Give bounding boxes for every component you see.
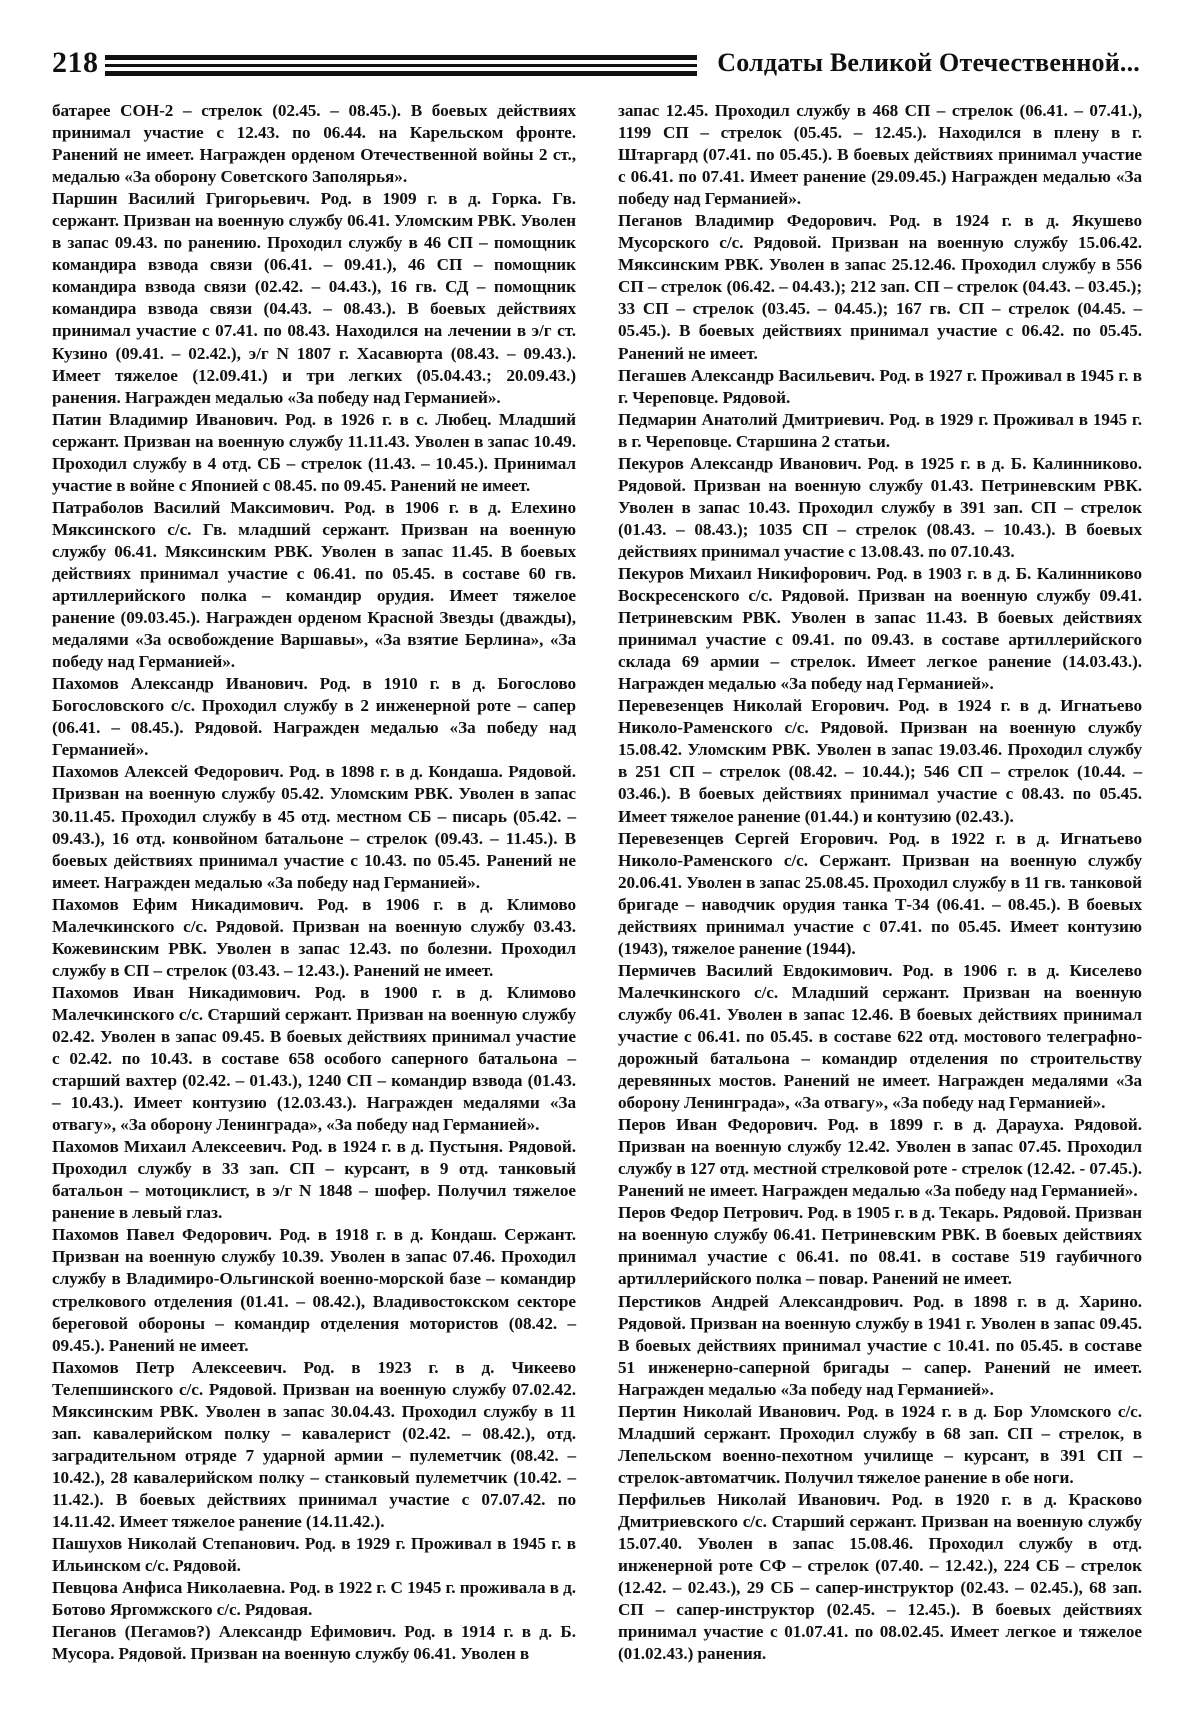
book-title: Солдаты Великой Отечественной... bbox=[717, 48, 1140, 77]
entry-paragraph: Пеганов (Пегамов?) Александр Ефимович. Род. в 1914 г. в д. Б. Мусора. Рядовой. Призван на военную службу 06.41. Уволен в bbox=[52, 1622, 576, 1664]
entry-paragraph: Пахомов Ефим Никадимович. Род. в 1906 г. в д. Климово Малечкинского с/с. Рядовой. Призван на военную службу 03.43. Кожевинским РВК. Уволен в запас 12.43. по болезни. Проходил службу в СП – стрелок (03.43. – 12.43.). Ранений не имеет. bbox=[52, 894, 576, 980]
entry-paragraph: Патин Владимир Иванович. Род. в 1926 г. в с. Любец. Младший сержант. Призван на военную службу 11.11.43. Уволен в запас 10.49. Проходил службу в 4 отд. СБ – стрелок (11.43. – 10.45.). Принимал участие в войне с Японией с 08.45. по 09.45. Ранений не имеет. bbox=[52, 409, 576, 495]
entry-paragraph: запас 12.45. Проходил службу в 468 СП – стрелок (06.41. – 07.41.), 1199 СП – стрелок (05.45. – 12.45.). Находился в плену в г. Штаргард (07.41. по 05.45.). В боевых действиях принимал участие с 06.41. по 07.41. Имеет ранение (29.09.45.) Награжден медалью «За победу над Германией». bbox=[618, 101, 1142, 209]
entry-paragraph: Перов Федор Петрович. Род. в 1905 г. в д. Текарь. Рядовой. Призван на военную службу 06.41. Петриневским РВК. В боевых действиях принимал участие с 06.41. по 08.41. в составе 519 гаубичного артиллерийского полка – повар. Ранений не имеет. bbox=[618, 1203, 1142, 1289]
entry-paragraph: Пахомов Алексей Федорович. Род. в 1898 г. в д. Кондаша. Рядовой. Призван на военную службу 05.42. Уломским РВК. Уволен в запас 30.11.45. Проходил службу в 45 отд. местном СБ – писарь (05.42. – 09.43.), 16 отд. конвойном батальоне – стрелок (09.43. – 11.45.). В боевых действиях принимал участие с 10.43. по 05.45. Ранений не имеет. Награжден медалью «За победу над Германией». bbox=[52, 762, 576, 892]
header-rule-middle bbox=[105, 64, 697, 67]
entry-paragraph: Патраболов Василий Максимович. Род. в 1906 г. в д. Елехино Мяксинского с/с. Гв. младший сержант. Призван на военную службу 06.41. Мяксинским РВК. Уволен в запас 11.45. В боевых действиях принимал участие с 06.41. по 05.45. в составе 60 гв. артиллерийского полка – командир орудия. Имеет тяжелое ранение (09.03.45.). Награжден орденом Красной Звезды (дважды), медалями «За освобождение Варшавы», «За взятие Берлина», «За победу над Германией». bbox=[52, 497, 576, 672]
header-rule-top bbox=[105, 55, 697, 60]
entry-paragraph: Пертин Николай Иванович. Род. в 1924 г. в д. Бор Уломского с/с. Младший сержант. Проходил службу в 68 зап. СП – стрелок, в Лепельском военно-пехотном училище – курсант, в 391 СП – стрелок-автоматчик. Получил тяжелое ранение в обе ноги. bbox=[618, 1401, 1142, 1487]
entry-paragraph: Пегашев Александр Васильевич. Род. в 1927 г. Проживал в 1945 г. в г. Череповце. Рядовой. bbox=[618, 365, 1142, 407]
entry-paragraph: Перстиков Андрей Александрович. Род. в 1898 г. в д. Харино. Рядовой. Призван на военную службу в 1941 г. Уволен в запас 09.45. В боевых действиях принимал участие с 10.41. по 05.45. в составе 51 инженерно-саперной бригады – сапер. Ранений не имеет. Награжден медалью «За победу над Германией». bbox=[618, 1291, 1142, 1399]
entry-paragraph: Паршин Василий Григорьевич. Род. в 1909 г. в д. Горка. Гв. сержант. Призван на военную службу 06.41. Уломским РВК. Уволен в запас 09.43. по ранению. Проходил службу в 46 СП – помощник командира взвода связи (06.41. – 09.41.), 46 СП – помощник командира взвода связи (02.42. – 04.43.), 16 гв. СД – помощник командира взвода связи (04.43. – 08.43.). В боевых действиях принимал участие с 07.41. по 08.43. Находился на лечении в э/г ст. Кузино (09.41. – 02.42.), э/г N 1807 г. Хасавюрта (08.43. – 09.43.). Имеет тяжелое (12.09.41.) и три легких (05.04.43.; 20.09.43.) ранения. Награжден медалью «За победу над Германией». bbox=[52, 189, 576, 407]
entry-paragraph: Перевезенцев Николай Егорович. Род. в 1924 г. в д. Игнатьево Николо-Раменского с/с. Рядовой. Призван на военную службу 15.08.42. Уломским РВК. Уволен в запас 19.03.46. Проходил службу в 251 СП – стрелок (08.42. – 10.44.); 546 СП – стрелок (10.44. – 03.46.). В боевых действиях принимал участие с 08.43. по 05.45. Имеет тяжелое ранение (01.44.) и контузию (02.43.). bbox=[618, 696, 1142, 826]
entry-paragraph: Пеганов Владимир Федорович. Род. в 1924 г. в д. Якушево Мусорского с/с. Рядовой. Призван на военную службу 15.06.42. Мяксинским РВК. Уволен в запас 25.12.46. Проходил службу в 556 СП – стрелок (06.42. – 04.43.); 212 зап. СП – стрелок (04.43. – 03.45.); 33 СП – стрелок (03.45. – 04.45.); 167 гв. СП – стрелок (04.45. – 05.45.). В боевых действиях принимал участие с 06.42. по 05.45. Ранений не имеет. bbox=[618, 211, 1142, 363]
entry-paragraph: Певцова Анфиса Николаевна. Род. в 1922 г. С 1945 г. проживала в д. Ботово Яргомжского с/с. Рядовая. bbox=[52, 1578, 576, 1620]
header-rules bbox=[105, 51, 697, 76]
entry-paragraph: Перов Иван Федорович. Род. в 1899 г. в д. Дарауха. Рядовой. Призван на военную службу 12.42. Уволен в запас 07.45. Проходил службу в 127 отд. местной стрелковой роте - стрелок (12.42. - 07.45.). Ранений не имеет. Награжден медалью «За победу над Германией». bbox=[618, 1115, 1142, 1201]
text-body bbox=[52, 100, 1142, 1670]
entry-paragraph: Пахомов Иван Никадимович. Род. в 1900 г. в д. Климово Малечкинского с/с. Старший сержант. Призван на военную службу 02.42. Уволен в запас 09.45. В боевых действиях принимал участие с 02.42. по 10.43. в составе 658 особого саперного батальона – старший вахтер (02.42. – 01.43.), 1240 СП – командир взвода (01.43. – 10.43.). Имеет контузию (12.03.43.). Награжден медалями «За отвагу», «За оборону Ленинграда», «За победу над Германией». bbox=[52, 982, 576, 1135]
entry-paragraph: Педмарин Анатолий Дмитриевич. Род. в 1929 г. Проживал в 1945 г. в г. Череповце. Старшина 2 статьи. bbox=[618, 409, 1142, 451]
entry-paragraph: батарее СОН-2 – стрелок (02.45. – 08.45.). В боевых действиях принимал участие с 12.43. по 06.44. на Карельском фронте. Ранений не имеет. Награжден орденом Отечественной войны 2 ст., медалью «За оборону Советского Заполярья». bbox=[52, 101, 576, 187]
running-head bbox=[52, 42, 1140, 84]
entry-paragraph: Пахомов Павел Федорович. Род. в 1918 г. в д. Кондаш. Сержант. Призван на военную службу 10.39. Уволен в запас 07.46. Проходил службу в Владимиро-Ольгинской военно-морской базе – командир стрелкового отделения (01.41. – 08.42.), Владивостокском секторе береговой обороны – командир отделения мотористов (08.42. – 09.45.). Ранений не имеет. bbox=[52, 1225, 576, 1355]
header-rule-bottom bbox=[105, 71, 697, 76]
entry-paragraph: Пахомов Петр Алексеевич. Род. в 1923 г. в д. Чикеево Телепшинского с/с. Рядовой. Призван на военную службу 07.02.42. Мяксинским РВК. Уволен в запас 30.04.43. Проходил службу в 11 зап. кавалерийском полку – кавалерист (02.42. – 08.42.), отд. заградительном отряде 7 ударной армии – пулеметчик (08.42. – 10.42.), 28 кавалерийском полку – станковый пулеметчик (10.42. – 11.42.). В боевых действиях принимал участие с 07.07.42. по 14.11.42. Имеет тяжелое ранение (14.11.42.). bbox=[52, 1357, 576, 1531]
entry-paragraph: Перфильев Николай Иванович. Род. в 1920 г. в д. Красково Дмитриевского с/с. Старший сержант. Призван на военную службу 15.07.40. Уволен в запас 15.08.46. Проходил службу в отд. инженерной роте СФ – стрелок (07.40. – 12.42.), 224 СБ – стрелок (12.42. – 02.43.), 29 СБ – сапер-инструктор (02.43. – 02.45.), 68 зап. СП – сапер-инструктор (02.45. – 12.45.). В боевых действиях принимал участие с 01.07.41. по 08.02.45. Имеет легкое и тяжелое (01.02.43.) ранения. bbox=[618, 1489, 1142, 1664]
entry-paragraph: Пекуров Александр Иванович. Род. в 1925 г. в д. Б. Калинниково. Рядовой. Призван на военную службу 01.43. Петриневским РВК. Уволен в запас 10.43. Проходил службу в 391 зап. СП – стрелок (01.43. – 08.43.); 1035 СП – стрелок (08.43. – 10.43.). В боевых действиях принимал участие с 13.08.43. по 07.10.43. bbox=[618, 453, 1142, 561]
entry-paragraph: Пахомов Михаил Алексеевич. Род. в 1924 г. в д. Пустыня. Рядовой. Проходил службу в 33 зап. СП – курсант, в 9 отд. танковый батальон – мотоциклист, в э/г N 1848 – шофер. Получил тяжелое ранение в левый глаз. bbox=[52, 1137, 576, 1223]
page-number: 218 bbox=[52, 46, 99, 79]
entry-paragraph: Пахомов Александр Иванович. Род. в 1910 г. в д. Богослово Богословского с/с. Проходил службу в 2 инженерной роте – сапер (06.41. – 08.45.). Рядовой. Награжден медалью «За победу над Германией». bbox=[52, 674, 576, 760]
left-column bbox=[52, 100, 576, 1670]
entry-paragraph: Пашухов Николай Степанович. Род. в 1929 г. Проживал в 1945 г. в Ильинском с/с. Рядовой. bbox=[52, 1534, 576, 1576]
entry-paragraph: Перевезенцев Сергей Егорович. Род. в 1922 г. в д. Игнатьево Николо-Раменского с/с. Сержант. Призван на военную службу 20.06.41. Уволен в запас 25.08.45. Проходил службу в 11 гв. танковой бригаде – наводчик орудия танка Т-34 (06.41. – 08.45.). В боевых действиях принимал участие с 07.41. по 05.45. Имеет контузию (1943), тяжелое ранение (1944). bbox=[618, 828, 1142, 958]
entry-paragraph: Пермичев Василий Евдокимович. Род. в 1906 г. в д. Киселево Малечкинского с/с. Младший сержант. Призван на военную службу 06.41. Уволен в запас 12.46. В боевых действиях принимал участие с 06.41. по 05.45. в составе 622 отд. мостового телеграфно-дорожный батальона – командир отделения по строительству деревянных мостов. Ранений не имеет. Награжден медалями «За оборону Ленинграда», «За отвагу», «За победу над Германией». bbox=[618, 960, 1142, 1113]
entry-paragraph: Пекуров Михаил Никифорович. Род. в 1903 г. в д. Б. Калинниково Воскресенского с/с. Рядовой. Призван на военную службу 09.41. Петриневским РВК. Уволен в запас 11.43. В боевых действиях принимал участие с 09.41. по 09.43. в составе артиллерийского склада 69 армии – стрелок. Имеет легкое ранение (14.03.43.). Награжден медалью «За победу над Германией». bbox=[618, 563, 1142, 694]
right-column bbox=[618, 100, 1142, 1670]
